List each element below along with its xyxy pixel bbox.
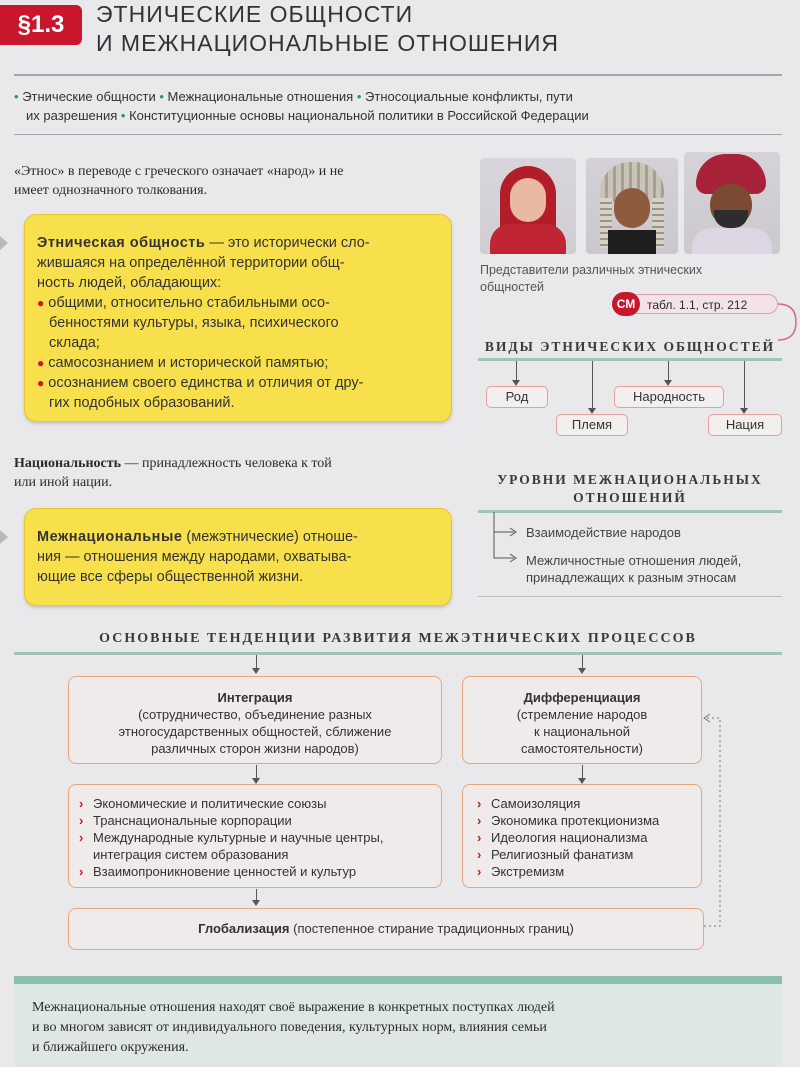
globalization-box: Глобализация (постепенное стирание традиционных границ) [68, 908, 704, 950]
see-also-reference[interactable]: табл. 1.1, стр. 212 [628, 294, 778, 314]
nationality-definition: Национальность — принадлежность человека к той или иной нации. [14, 456, 332, 490]
connector [744, 361, 745, 411]
list-item: › Экономика протекционизма [477, 812, 701, 829]
see-also-connector [770, 300, 800, 344]
differentiation-examples [462, 784, 702, 888]
pointer-arrow [0, 530, 8, 544]
kinds-title: ВИДЫ ЭТНИЧЕСКИХ ОБЩНОСТЕЙ [484, 339, 776, 354]
trends-underline [14, 652, 782, 655]
definition-ethnic-community: Этническая общность — это исторически сло- жившаяся на определённой территории общ- ность людей, обладающих: ● общими, относительно стабильными осо- бенностями культуры, языка, психического склада; ● самосознанием и исторической памятью; ● осознанием своего единства и отличия от дру- гих подобных образований. [24, 214, 452, 422]
list-item: › Международные культурные и научные центры, интеграция систем образования [79, 829, 441, 863]
kinds-underline [478, 358, 782, 361]
connector [592, 361, 593, 411]
topics-divider [14, 134, 782, 135]
section-badge: §1.3 [0, 5, 82, 45]
definition-interethnic-relations: Межнациональные (межэтнические) отноше- ния — отношения между народами, охватыва- ющие все сферы общественной жизни. [24, 508, 452, 606]
topics-list: • Этнические общности • Межнациональные отношения • Этносоциальные конфликты, пути их разрешения • Конституционные основы национальной политики в Российской Федерации [14, 89, 589, 123]
intro-text: «Этнос» в переводе с греческого означает «народ» и не имеет однозначного толкования. [14, 164, 344, 198]
list-item: › Самоизоляция [477, 795, 701, 812]
see-also-badge: СМ [612, 292, 640, 316]
header-divider [14, 74, 782, 76]
list-item: › Религиозный фанатизм [477, 846, 701, 863]
level-peoples: Взаимодействие народов [526, 525, 681, 540]
kind-nation: Нация [708, 414, 782, 436]
levels-title: УРОВНИ МЕЖНАЦИОНАЛЬНЫХ ОТНОШЕНИЙ [497, 472, 763, 505]
kind-clan: Род [486, 386, 548, 408]
list-item: › Экстремизм [477, 863, 701, 880]
integration-box: Интеграция (сотрудничество, объединение разных этногосударственных общностей, сближение различных сторон жизни народов) [68, 676, 442, 764]
pointer-arrow [0, 236, 8, 250]
page-title: ЭТНИЧЕСКИЕ ОБЩНОСТИ И МЕЖНАЦИОНАЛЬНЫЕ ОТНОШЕНИЯ [96, 1, 560, 56]
kind-tribe: Племя [556, 414, 628, 436]
photo-caption: Представители различных этнических общностей [480, 263, 703, 294]
photo-woman-scarf [480, 158, 576, 254]
list-item: › Экономические и политические союзы [79, 795, 441, 812]
arrow-down-icon [252, 668, 260, 674]
list-item: › Идеология национализма [477, 829, 701, 846]
photo-woman-headdress [586, 158, 678, 254]
levels-divider [478, 596, 782, 597]
summary-box: Межнациональные отношения находят своё выражение в конкретных поступках людей и во многом зависят от индивидуального поведения, культурных норм, влияния семьи и ближайшего окружения. [14, 976, 782, 1067]
levels-connector [486, 512, 526, 572]
kind-people: Народность [614, 386, 724, 408]
integration-examples [68, 784, 442, 888]
differentiation-box: Дифференциация (стремление народов к национальной самостоятельности) [462, 676, 702, 764]
photo-man-turban [684, 152, 780, 254]
feedback-connector [700, 708, 730, 934]
arrow-down-icon [252, 900, 260, 906]
list-item: › Транснациональные корпорации [79, 812, 441, 829]
list-item: › Взаимопроникновение ценностей и культур [79, 863, 441, 880]
arrow-down-icon [578, 668, 586, 674]
trends-title: ОСНОВНЫЕ ТЕНДЕНЦИИ РАЗВИТИЯ МЕЖЭТНИЧЕСКИХ ПРОЦЕССОВ [99, 631, 697, 646]
level-interpersonal: Межличностные отношения людей, принадлежащих к разным этносам [526, 553, 742, 585]
